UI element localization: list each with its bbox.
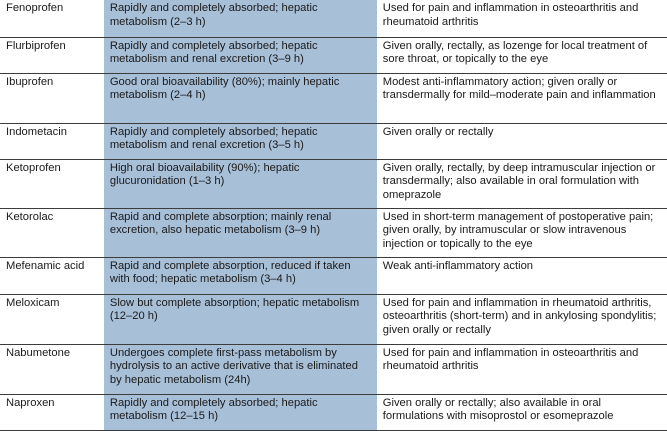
table-row <box>0 394 667 430</box>
notes-cell: Used for pain and inflammation in osteoarthritis and rheumatoid arthritis <box>377 344 667 394</box>
table-row <box>0 208 667 257</box>
notes-cell: Given orally or rectally; also available in oral formulations with misoprostol or esomeprazole <box>377 394 667 430</box>
notes-cell: Weak anti-inflammatory action <box>377 257 667 294</box>
drug-name: Ketoprofen <box>0 159 104 208</box>
notes-cell: Modest anti-inflammatory action; given orally or transdermally for mild–moderate pain and inflammation <box>377 73 667 123</box>
table-row <box>0 257 667 294</box>
drug-name: Meloxicam <box>0 294 104 344</box>
table-row <box>0 294 667 344</box>
drug-name: Fenoprofen <box>0 0 104 37</box>
pharmacokinetics-cell: High oral bioavailability (90%); hepatic glucuronidation (1–3 h) <box>104 159 377 208</box>
notes-cell: Given orally or rectally <box>377 123 667 159</box>
table-row <box>0 0 667 37</box>
pharmacokinetics-cell: Slow but complete absorption; hepatic metabolism (12–20 h) <box>104 294 377 344</box>
notes-cell: Given orally, rectally, as lozenge for local treatment of sore throat, or topically to the eye <box>377 37 667 73</box>
notes-cell: Used in short-term management of postoperative pain; given orally, by intramuscular or slow intravenous injection or topically to the eye <box>377 208 667 257</box>
table-row <box>0 123 667 159</box>
drug-name: Indometacin <box>0 123 104 159</box>
drug-name: Flurbiprofen <box>0 37 104 73</box>
table-row <box>0 73 667 123</box>
table-row <box>0 37 667 73</box>
pharmacokinetics-cell: Rapidly and completely absorbed; hepatic metabolism and renal excretion (3–5 h) <box>104 123 377 159</box>
notes-cell: Used for pain and inflammation in osteoarthritis and rheumatoid arthritis <box>377 0 667 37</box>
drug-name: Ketorolac <box>0 208 104 257</box>
table-row <box>0 344 667 394</box>
pharmacokinetics-cell: Rapidly and completely absorbed; hepatic metabolism (12–15 h) <box>104 394 377 430</box>
drug-name: Ibuprofen <box>0 73 104 123</box>
pharmacokinetics-cell: Rapidly and completely absorbed; hepatic metabolism and renal excretion (3–9 h) <box>104 37 377 73</box>
drug-name: Mefenamic acid <box>0 257 104 294</box>
drug-name: Nabumetone <box>0 344 104 394</box>
pharmacokinetics-cell: Undergoes complete first-pass metabolism by hydrolysis to an active derivative that is eliminated by hepatic metabolism (24h) <box>104 344 377 394</box>
pharmacokinetics-cell: Good oral bioavailability (80%); mainly hepatic metabolism (2–4 h) <box>104 73 377 123</box>
table-row <box>0 159 667 208</box>
pharmacokinetics-cell: Rapid and complete absorption; mainly renal excretion, also hepatic metabolism (3–9 h) <box>104 208 377 257</box>
notes-cell: Used for pain and inflammation in rheumatoid arthritis, osteoarthritis (short-term) and in ankylosing spondylitis; given orally or rectally <box>377 294 667 344</box>
drug-name: Naproxen <box>0 394 104 430</box>
pharmacokinetics-cell: Rapidly and completely absorbed; hepatic metabolism (2–3 h) <box>104 0 377 37</box>
notes-cell: Given orally, rectally, by deep intramuscular injection or transdermally; also available in oral formulation with omeprazole <box>377 159 667 208</box>
pharmacokinetics-cell: Rapid and complete absorption, reduced if taken with food; hepatic metabolism (3–4 h) <box>104 257 377 294</box>
